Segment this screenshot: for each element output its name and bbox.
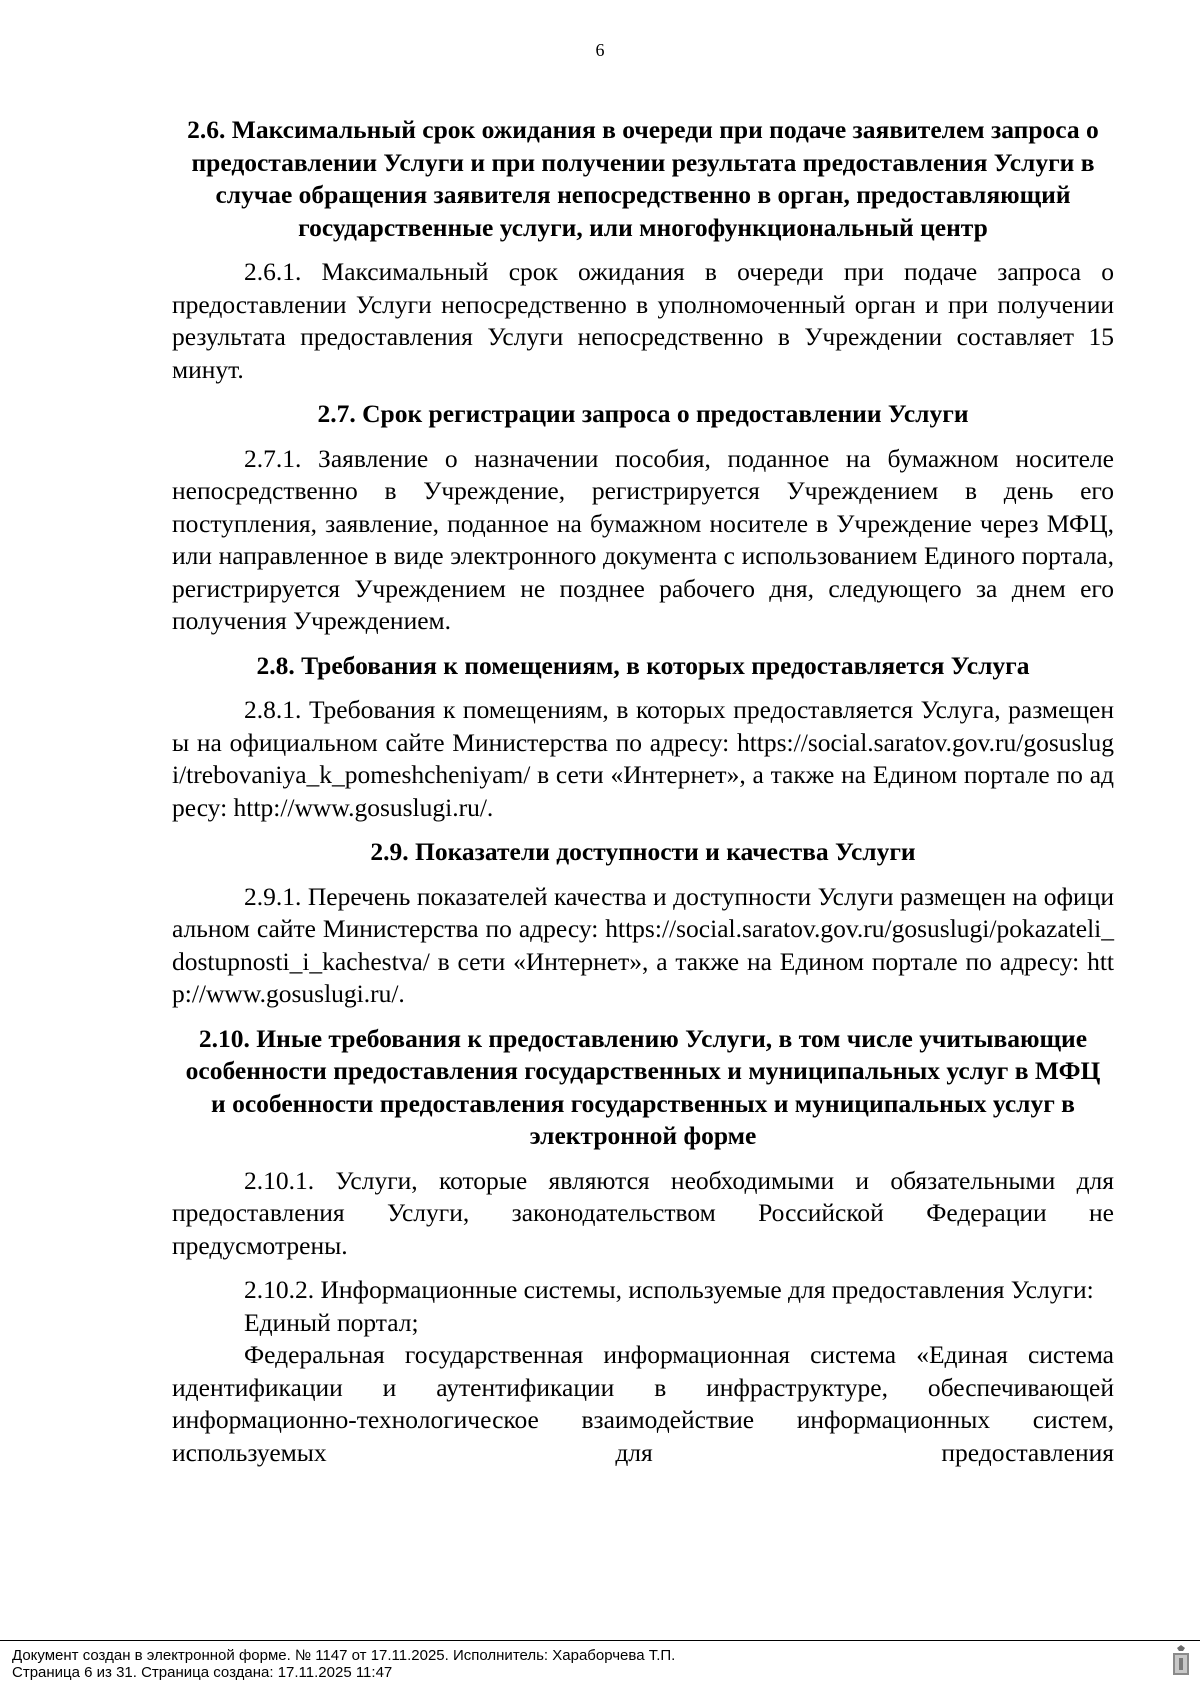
section-heading-2-7: 2.7. Срок регистрации запроса о предоставлении Услуги bbox=[317, 399, 969, 428]
coat-of-arms-icon bbox=[1170, 1645, 1192, 1679]
section-heading-2-8: 2.8. Требования к помещениям, в которых предоставляется Услуга bbox=[256, 650, 1030, 680]
footer-text bbox=[12, 1647, 675, 1681]
paragraph-2-6-1: 2.6.1. Максимальный срок ожидания в очереди при подаче запроса о предоставлении Услуги непосредственно в уполномоченный орган и при получении результата предоставления Услуги непосредственно в Учреждении составляет 15 минут. bbox=[172, 257, 1114, 384]
document-footer bbox=[0, 1640, 1200, 1681]
section-heading-2-6: 2.6. Максимальный срок ожидания в очереди при подаче заявителем запроса о предоставлении Услуги и при получении результата предоставления Услуги в случае обращения заявителя непосредственно в орган, предоставляющий государственные услуги, или многофункциональный центр bbox=[187, 115, 1099, 242]
document-body bbox=[172, 114, 1114, 1469]
paragraph-unified-portal: Единый портал; bbox=[244, 1307, 419, 1337]
paragraph-2-9-1: 2.9.1. Перечень показателей качества и доступности Услуги размещен на официальном сайте Министерства по адресу: https://social.saratov.gov.ru/gosuslugi/pokazateli_dostupnosti_i_kachestva/ в сети «Интернет», а также на Едином портале по адресу: http://www.gosuslugi.ru/. bbox=[172, 881, 1114, 1008]
section-heading-2-9: 2.9. Показатели доступности и качества Услуги bbox=[370, 837, 916, 866]
section-heading-2-10: 2.10. Иные требования к предоставлению Услуги, в том числе учитывающие особенности предоставления государственных и муниципальных услуг в МФЦ и особенности предоставления государственных и муниципальных услуг в электронной форме bbox=[185, 1023, 1101, 1150]
footer-page-info: Страница 6 из 31. Страница создана: 17.11.2025 11:47 bbox=[12, 1664, 393, 1681]
paragraph-2-10-2: 2.10.2. Информационные системы, используемые для предоставления Услуги: bbox=[244, 1275, 1094, 1304]
paragraph-2-8-1: 2.8.1. Требования к помещениям, в которых предоставляется Услуга, размещены на официальном сайте Министерства по адресу: https://social.saratov.gov.ru/gosuslugi/trebovaniya_k_pomeshcheniyam/ в сети «Интернет», а также на Едином портале по адресу: http://www.gosuslugi.ru/. bbox=[172, 695, 1114, 822]
paragraph-2-7-1: 2.7.1. Заявление о назначении пособия, поданное на бумажном носителе непосредственно в Учреждение, регистрируется Учреждением в день его поступления, заявление, поданное на бумажном носителе в Учреждение через МФЦ, или направленное в виде электронного документа с использованием Единого портала, регистрируется Учреждением не позднее рабочего дня, следующего за днем его получения Учреждением. bbox=[172, 443, 1114, 635]
paragraph-federal-system: Федеральная государственная информационная система «Единая система идентификации и аутентификации в инфраструктуре, обеспечивающей информационно-технологическое взаимодействие информационных систем, используемых для предоставления bbox=[172, 1340, 1114, 1467]
paragraph-2-10-1: 2.10.1. Услуги, которые являются необходимыми и обязательными для предоставления Услуги, законодательством Российской Федерации не предусмотрены. bbox=[172, 1165, 1114, 1260]
footer-document-info: Документ создан в электронной форме. № 1147 от 17.11.2025. Исполнитель: Хараборчева Т.П. bbox=[12, 1647, 676, 1664]
page-number: 6 bbox=[595, 40, 605, 60]
